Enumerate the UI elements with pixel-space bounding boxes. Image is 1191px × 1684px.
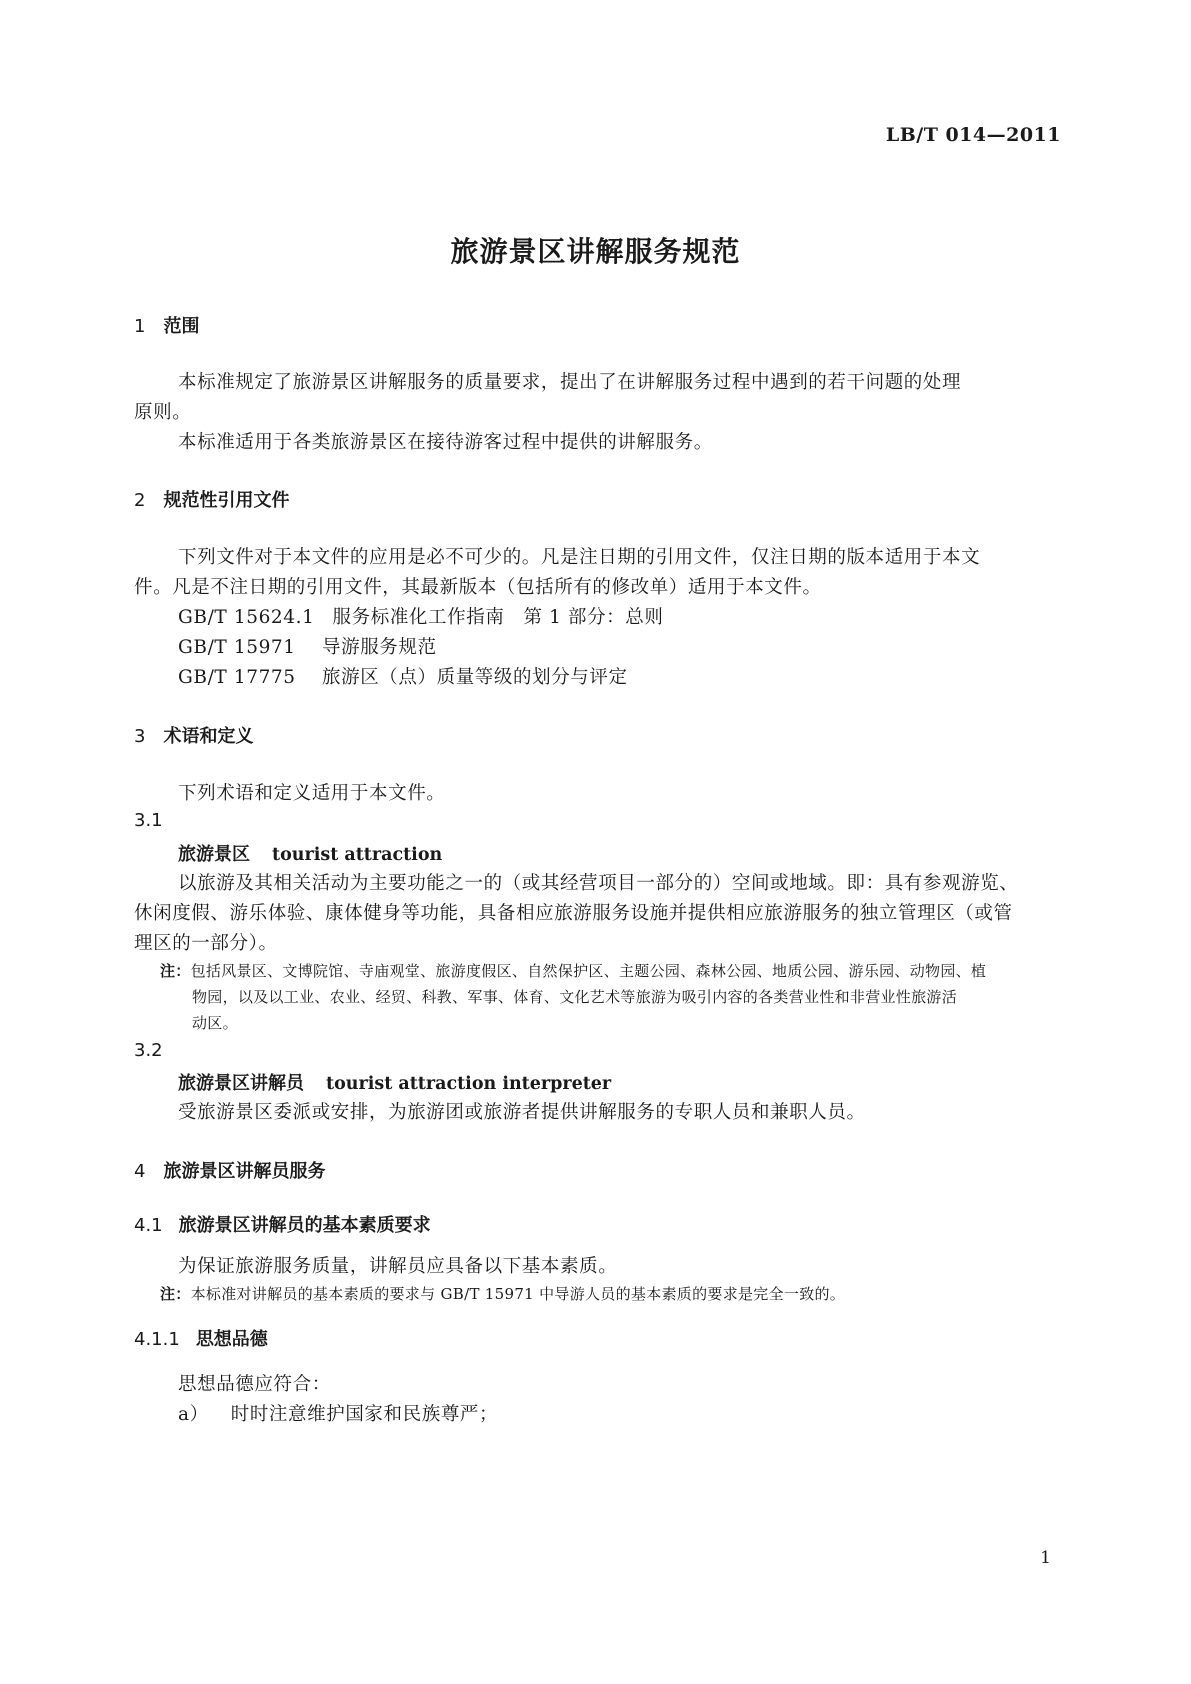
note-label: 注：	[160, 962, 191, 980]
subsection-title: 旅游景区讲解员的基本素质要求	[178, 1215, 431, 1236]
term-english: tourist attraction	[272, 845, 443, 865]
section-1-para-1-line-1: 本标准规定了旅游景区讲解服务的质量要求，提出了在讲解服务过程中遇到的若干问题的处理	[178, 372, 962, 393]
list-item-a	[178, 1400, 498, 1426]
subsection-4-1-1-para: 思想品德应符合：	[178, 1374, 331, 1395]
section-title: 旅游景区讲解员服务	[163, 1161, 326, 1182]
term-3-1-note-line-3: 动区。	[192, 1014, 238, 1032]
section-3-heading	[134, 722, 253, 748]
section-1-para-2: 本标准适用于各类旅游景区在接待游客过程中提供的讲解服务。	[178, 432, 713, 453]
section-1-para-1-line-2: 原则。	[134, 402, 192, 423]
subsection-number: 4.1.1	[134, 1329, 180, 1350]
term-3-1-definition-line-1: 以旅游及其相关活动为主要功能之一的（或其经营项目一部分的）空间或地域。即：具有参观游览、	[178, 873, 1019, 894]
reference-title: 服务标准化工作指南 第 1 部分：总则	[332, 607, 664, 628]
term-3-2	[178, 1069, 611, 1095]
term-chinese: 旅游景区讲解员	[178, 1073, 304, 1094]
list-item-label: a）	[178, 1404, 209, 1425]
section-3-intro: 下列术语和定义适用于本文件。	[178, 783, 446, 804]
term-3-1-note-line-1	[160, 960, 986, 981]
subsection-4-1-para: 为保证旅游服务质量，讲解员应具备以下基本素质。	[178, 1256, 618, 1277]
reference-code: GB/T 17775	[178, 667, 296, 688]
reference-item	[178, 603, 663, 629]
subsection-4-1-heading	[134, 1211, 431, 1237]
section-title: 术语和定义	[163, 726, 254, 747]
section-number: 2	[134, 490, 146, 511]
reference-code: GB/T 15971	[178, 637, 296, 658]
term-3-2-number: 3.2	[134, 1040, 163, 1061]
term-3-1-number: 3.1	[134, 810, 163, 831]
term-chinese: 旅游景区	[178, 844, 250, 865]
note-text: 本标准对讲解员的基本素质的要求与 GB/T 15971 中导游人员的基本素质的要求是完全一致的。	[190, 1285, 846, 1303]
section-4-heading	[134, 1157, 325, 1183]
reference-item	[178, 663, 628, 689]
section-1-heading	[134, 312, 199, 338]
term-english: tourist attraction interpreter	[326, 1074, 612, 1094]
section-number: 1	[134, 316, 146, 337]
reference-title: 旅游区（点）质量等级的划分与评定	[322, 667, 628, 688]
subsection-title: 思想品德	[195, 1329, 268, 1350]
standard-code: LB/T 014—2011	[885, 124, 1061, 146]
document-title: 旅游景区讲解服务规范	[450, 235, 741, 268]
term-3-1-note-line-2: 物园，以及以工业、农业、经贸、科教、军事、体育、文化艺术等旅游为吸引内容的各类营业性和非营业性旅游活	[192, 988, 958, 1006]
note-text: 包括风景区、文博院馆、寺庙观堂、旅游度假区、自然保护区、主题公园、森林公园、地质公园、游乐园、动物园、植	[190, 962, 987, 980]
page-number: 1	[1040, 1548, 1051, 1568]
section-2-para-line-1: 下列文件对于本文件的应用是必不可少的。凡是注日期的引用文件，仅注日期的版本适用于本文	[178, 547, 981, 568]
section-number: 4	[134, 1161, 146, 1182]
term-3-1-definition-line-3: 理区的一部分）。	[134, 933, 278, 954]
reference-item	[178, 633, 437, 659]
section-number: 3	[134, 726, 146, 747]
reference-title: 导游服务规范	[322, 637, 437, 658]
section-title: 范围	[163, 316, 200, 337]
section-2-heading	[134, 486, 289, 512]
reference-code: GB/T 15624.1	[178, 607, 315, 628]
list-item-text: 时时注意维护国家和民族尊严；	[230, 1404, 499, 1425]
term-3-1	[178, 840, 442, 866]
term-3-2-definition: 受旅游景区委派或安排，为旅游团或旅游者提供讲解服务的专职人员和兼职人员。	[178, 1102, 866, 1123]
term-3-1-definition-line-2: 休闲度假、游乐体验、康体健身等功能，具备相应旅游服务设施并提供相应旅游服务的独立管理区（或管	[134, 903, 1013, 924]
subsection-4-1-note	[160, 1283, 845, 1304]
subsection-4-1-1-heading	[134, 1325, 268, 1351]
section-2-para-line-2: 件。凡是不注日期的引用文件，其最新版本（包括所有的修改单）适用于本文件。	[134, 577, 822, 598]
note-label: 注：	[160, 1285, 191, 1303]
subsection-number: 4.1	[134, 1215, 163, 1236]
section-title: 规范性引用文件	[163, 490, 290, 511]
